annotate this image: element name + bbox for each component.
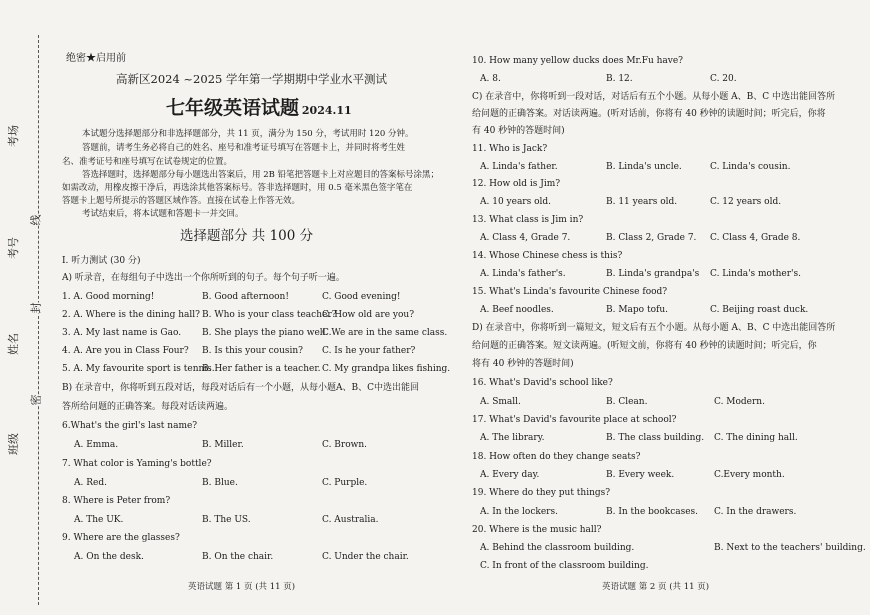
q1-option-a: 1. A. Good morning! bbox=[62, 292, 155, 302]
q14-option-c: C. Linda's mother's. bbox=[710, 269, 801, 279]
q11-question: 11. Who is Jack? bbox=[472, 144, 548, 154]
q8-option-a: A. The UK. bbox=[74, 515, 124, 525]
part-c-instruction: 有 40 秒钟的答题时间) bbox=[472, 126, 565, 136]
q13-question: 13. What class is Jim in? bbox=[472, 215, 584, 225]
part-a-instruction: A) 听录音，在每组句子中选出一个你所听到的句子。每个句子听一遍。 bbox=[62, 273, 345, 283]
q8-option-b: B. The US. bbox=[202, 515, 251, 525]
q4-option-b: B. Is this your cousin? bbox=[202, 346, 303, 356]
instruction-line: 考试结束后，将本试题和答题卡一并交回。 bbox=[82, 209, 244, 219]
part-d-instruction: D) 在录音中，你将听到一篇短文，短文后有五个小题。从每小题 A、B、C 中选出能回答所 bbox=[472, 323, 836, 333]
q18-option-c: C.Every month. bbox=[714, 470, 785, 480]
q10-option-a: A. 8. bbox=[480, 74, 501, 84]
margin-feng: 封 bbox=[29, 302, 43, 314]
q13-option-a: A. Class 4, Grade 7. bbox=[480, 233, 571, 243]
q15-option-b: B. Mapo tofu. bbox=[606, 305, 668, 315]
margin-xingming: 姓名 bbox=[7, 333, 20, 355]
q17-option-c: C. The dining hall. bbox=[714, 433, 798, 443]
q9-option-c: C. Under the chair. bbox=[322, 552, 409, 562]
exam-title: 七年级英语试题 bbox=[166, 97, 300, 119]
margin-kaochang: 考场 bbox=[7, 125, 20, 147]
part-d-instruction: 给问题的正确答案。短文读两遍。(听短文前，你将有 40 秒钟的读题时间；听完后，你 bbox=[472, 341, 817, 351]
q18-option-b: B. Every week. bbox=[606, 470, 675, 480]
q20-question: 20. Where is the music hall? bbox=[472, 525, 602, 535]
q16-option-b: B. Clean. bbox=[606, 397, 648, 407]
q6-option-b: B. Miller. bbox=[202, 440, 244, 450]
page-footer: 英语试题 第 2 页 (共 11 页) bbox=[602, 582, 710, 592]
instruction-line: 答选择题时，选择题部分每小题选出答案后，用 2B 铅笔把答题卡上对应题目的答案标号涂黑； bbox=[82, 170, 440, 180]
q12-option-c: C. 12 years old. bbox=[710, 197, 782, 207]
q8-option-c: C. Australia. bbox=[322, 515, 379, 525]
part-c-instruction: C) 在录音中，你将听到一段对话，对话后有五个小题。从每小题 A、B、C 中选出能回答所 bbox=[472, 92, 835, 102]
margin-ban: 班级 bbox=[7, 433, 20, 455]
q20-option-a: A. Behind the classroom building. bbox=[480, 543, 635, 553]
q16-question: 16. What's David's school like? bbox=[472, 378, 613, 388]
q15-option-a: A. Beef noodles. bbox=[480, 305, 554, 315]
q6-option-c: C. Brown. bbox=[322, 440, 367, 450]
q20-option-c: C. In front of the classroom building. bbox=[480, 561, 649, 571]
q1-option-c: C. Good evening! bbox=[322, 292, 401, 302]
part1-title: I. 听力测试 (30 分) bbox=[62, 256, 141, 266]
q10-question: 10. How many yellow ducks does Mr.Fu have? bbox=[472, 56, 684, 66]
q19-option-b: B. In the bookcases. bbox=[606, 507, 699, 517]
part-c-instruction: 给问题的正确答案。对话读两遍。(听对话前，你将有 40 秒钟的读题时间；听完后，你将 bbox=[472, 109, 826, 119]
q10-option-b: B. 12. bbox=[606, 74, 633, 84]
section-title: 选择题部分 共 100 分 bbox=[180, 228, 314, 244]
q7-option-c: C. Purple. bbox=[322, 478, 368, 488]
q11-option-c: C. Linda's cousin. bbox=[710, 162, 791, 172]
q20-option-b: B. Next to the teachers' building. bbox=[714, 543, 866, 553]
q3-option-a: 3. A. My last name is Gao. bbox=[62, 328, 182, 338]
margin-kaohao: 考号 bbox=[7, 237, 20, 259]
binding-margin bbox=[0, 0, 50, 615]
q17-question: 17. What's David's favourite place at school? bbox=[472, 415, 677, 425]
q2-option-a: 2. A. Where is the dining hall? bbox=[62, 310, 200, 320]
q5-option-a: 5. A. My favourite sport is tennis. bbox=[62, 364, 215, 374]
q4-option-a: 4. A. Are you in Class Four? bbox=[62, 346, 189, 356]
secret-label: 绝密★启用前 bbox=[66, 53, 126, 64]
q1-option-b: B. Good afternoon! bbox=[202, 292, 289, 302]
q9-option-a: A. On the desk. bbox=[74, 552, 144, 562]
q6-question: 6.What's the girl's last name? bbox=[62, 421, 198, 431]
q9-question: 9. Where are the glasses? bbox=[62, 533, 180, 543]
q3-option-c: C.We are in the same class. bbox=[322, 328, 448, 338]
q11-option-b: B. Linda's uncle. bbox=[606, 162, 682, 172]
q19-option-c: C. In the drawers. bbox=[714, 507, 797, 517]
q5-option-c: C. My grandpa likes fishing. bbox=[322, 364, 451, 374]
q7-option-b: B. Blue. bbox=[202, 478, 238, 488]
instruction-line: 本试题分选择题部分和非选择题部分，共 11 页，满分为 150 分，考试用时 120 分钟。 bbox=[82, 129, 414, 139]
q12-option-b: B. 11 years old. bbox=[606, 197, 678, 207]
q11-option-a: A. Linda's father. bbox=[480, 162, 558, 172]
instruction-line: 答题前，请考生务必将自己的姓名、座号和准考证号填写在答题卡上，并同时将考生姓 bbox=[82, 143, 406, 153]
instruction-line: 名、准考证号和座号填写在试卷规定的位置。 bbox=[62, 157, 233, 167]
margin-xian: 线 bbox=[29, 214, 43, 226]
q17-option-a: A. The library. bbox=[480, 433, 545, 443]
part-d-instruction: 将有 40 秒钟的答题时间) bbox=[472, 359, 574, 369]
exam-name: 高新区2024 ~2025 学年第一学期期中学业水平测试 bbox=[116, 72, 387, 86]
part-b-instruction: 答所给问题的正确答案。每段对话读两遍。 bbox=[62, 402, 234, 412]
q4-option-c: C. Is he your father? bbox=[322, 346, 416, 356]
q14-question: 14. Whose Chinese chess is this? bbox=[472, 251, 623, 261]
q10-option-c: C. 20. bbox=[710, 74, 737, 84]
q13-option-b: B. Class 2, Grade 7. bbox=[606, 233, 697, 243]
binding-line bbox=[38, 35, 39, 605]
q18-option-a: A. Every day. bbox=[480, 470, 540, 480]
q7-option-a: A. Red. bbox=[74, 478, 107, 488]
q9-option-b: B. On the chair. bbox=[202, 552, 274, 562]
q13-option-c: C. Class 4, Grade 8. bbox=[710, 233, 801, 243]
q15-option-c: C. Beijing roast duck. bbox=[710, 305, 809, 315]
page-footer: 英语试题 第 1 页 (共 11 页) bbox=[188, 582, 296, 592]
q12-question: 12. How old is Jim? bbox=[472, 179, 561, 189]
q2-option-b: B. Who is your class teacher? bbox=[202, 310, 337, 320]
q7-question: 7. What color is Yaming's bottle? bbox=[62, 459, 212, 469]
q6-option-a: A. Emma. bbox=[74, 440, 119, 450]
q19-question: 19. Where do they put things? bbox=[472, 488, 611, 498]
margin-mi: 密 bbox=[29, 394, 43, 406]
q15-question: 15. What's Linda's favourite Chinese food? bbox=[472, 287, 668, 297]
exam-date: 2024.11 bbox=[301, 104, 352, 117]
q16-option-c: C. Modern. bbox=[714, 397, 765, 407]
q14-option-b: B. Linda's grandpa's bbox=[606, 269, 700, 279]
q3-option-b: B. She plays the piano well. bbox=[202, 328, 329, 338]
part-b-instruction: B) 在录音中，你将听到五段对话，每段对话后有一个小题，从每小题A、B、C中选出能回 bbox=[62, 383, 419, 393]
q16-option-a: A. Small. bbox=[480, 397, 521, 407]
q8-question: 8. Where is Peter from? bbox=[62, 496, 171, 506]
q18-question: 18. How often do they change seats? bbox=[472, 452, 641, 462]
instruction-line: 如需改动，用橡皮擦干净后，再选涂其他答案标号。答非选择题时，用 0.5 毫米黑色签字笔在 bbox=[62, 183, 413, 193]
instruction-line: 答题卡上题号所提示的答题区域作答。直接在试卷上作答无效。 bbox=[62, 196, 301, 206]
q5-option-b: B. Her father is a teacher. bbox=[202, 364, 321, 374]
q14-option-a: A. Linda's father's. bbox=[480, 269, 566, 279]
q19-option-a: A. In the lockers. bbox=[480, 507, 558, 517]
q2-option-c: C. How old are you? bbox=[322, 310, 415, 320]
exam-title-row bbox=[166, 96, 352, 124]
q17-option-b: B. The class building. bbox=[606, 433, 705, 443]
q12-option-a: A. 10 years old. bbox=[480, 197, 552, 207]
